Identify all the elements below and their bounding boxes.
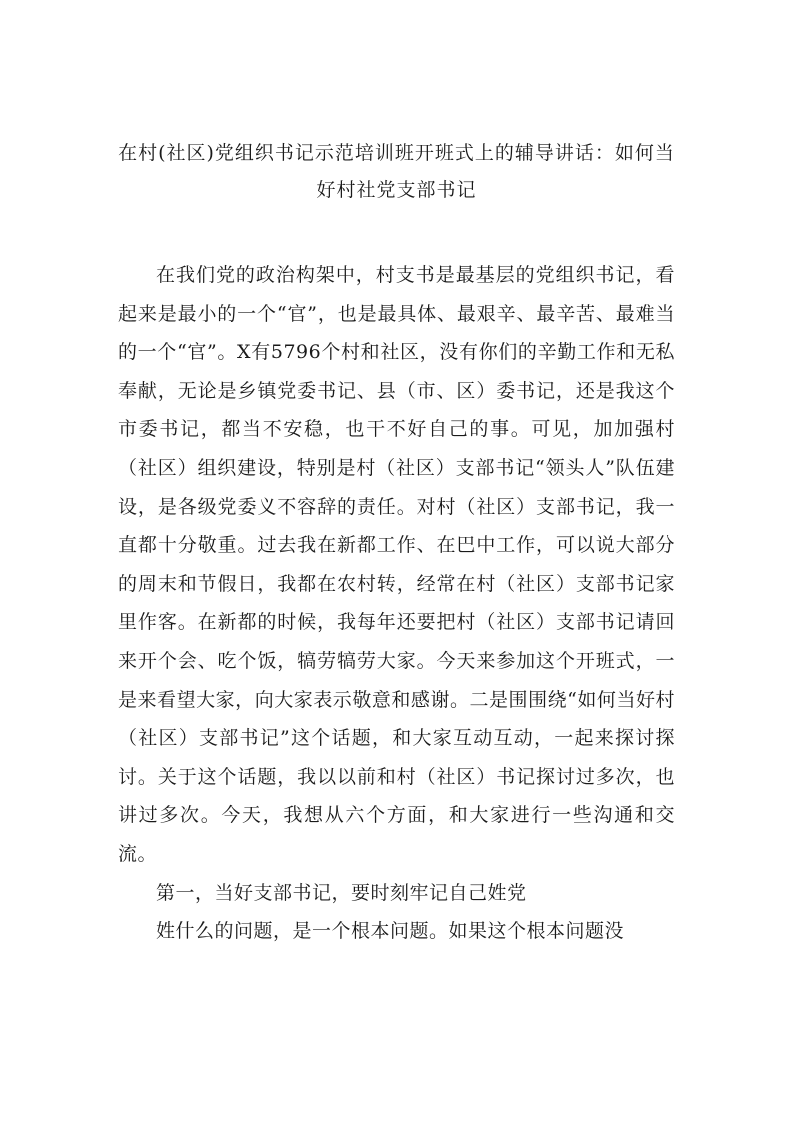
document-body	[118, 256, 675, 951]
body-paragraph: 姓什么的问题，是一个根本问题。如果这个根本问题没	[156, 920, 625, 943]
document-title: 在村(社区)党组织书记示范培训班开班式上的辅导讲话：如何当好村社党支部书记	[118, 142, 675, 201]
section-heading: 第一，当好支部书记，要时刻牢记自己姓党	[156, 881, 527, 904]
body-paragraph: 在我们党的政治构架中，村支书是最基层的党组织书记，看起来是最小的一个“官”，也是最具体、最艰辛、最辛苦、最难当的一个“官”。X有5796个村和社区，没有你们的辛勤工作和无私奉献，无论是乡镇党委书记、县（市、区）委书记，还是我这个市委书记，都当不安稳，也干不好自己的事。可见，加加强村（社区）组织建设，特别是村（社区）支部书记“领头人”队伍建设，是各级党委义不容辞的责任。对村（社区）支部书记，我一直都十分敬重。过去我在新都工作、在巴中工作，可以说大部分的周末和节假日，我都在农村转，经常在村（社区）支部书记家里作客。在新都的时候，我每年还要把村（社区）支部书记请回来开个会、吃个饭，犒劳犒劳大家。今天来参加这个开班式，一是来看望大家，向大家表示敬意和感谢。二是围围绕“如何当好村（社区）支部书记”这个话题，和大家互动互动，一起来探讨探讨。关于这个话题，我以以前和村（社区）书记探讨过多次，也讲过多次。今天，我想从六个方面，和大家进行一些沟通和交流。	[118, 264, 675, 865]
